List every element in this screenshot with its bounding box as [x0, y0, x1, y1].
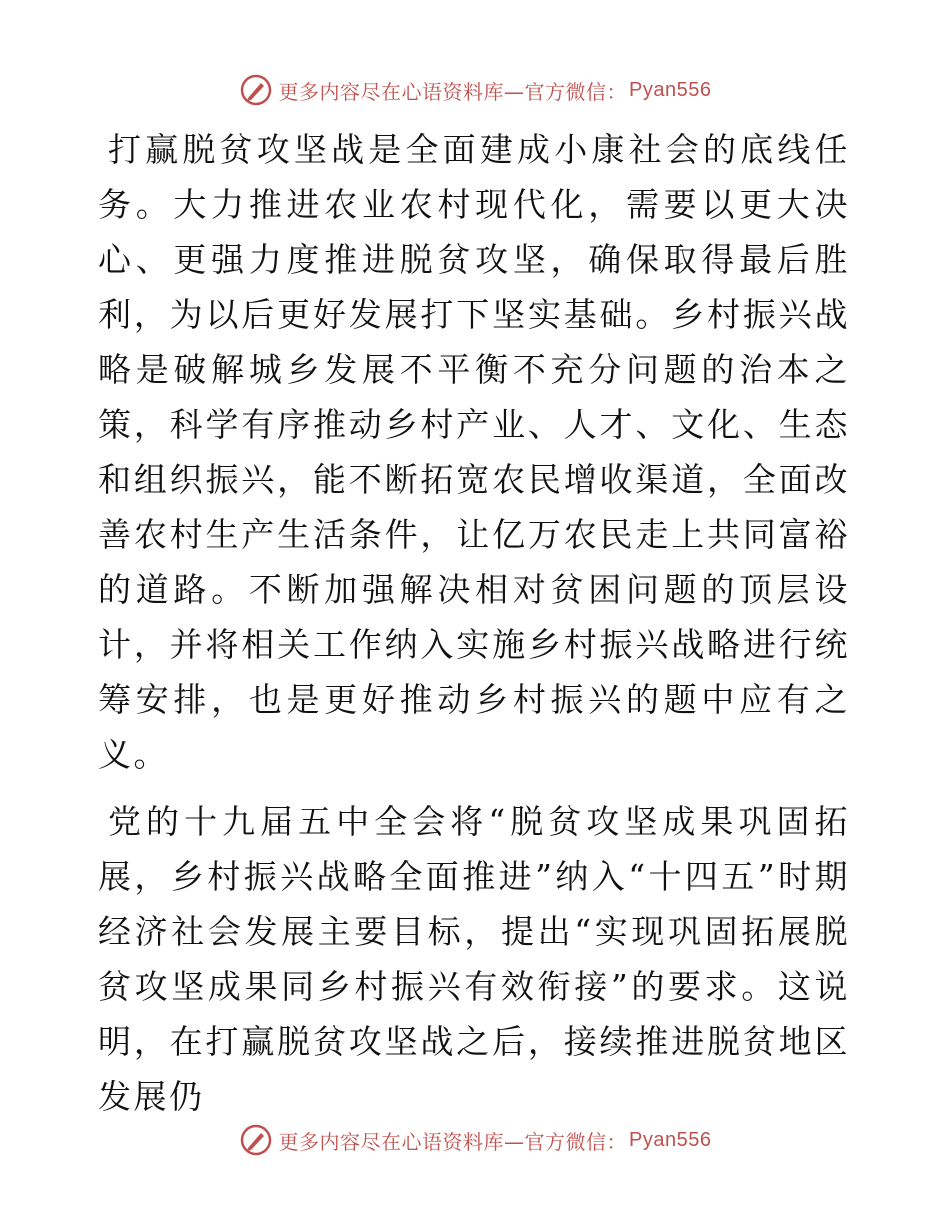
banner-wechat-id: Pyan556 [629, 1128, 712, 1151]
banner-text: 更多内容尽在心语资料库—官方微信： [278, 79, 628, 104]
banner-wechat-id: Pyan556 [629, 78, 712, 101]
header-watermark-banner [0, 70, 950, 110]
paragraph-2: 党的十九届五中全会将“脱贫攻坚成果巩固拓展，乡村振兴战略全面推进”纳入“十四五”时期经济社会发展主要目标，提出“实现巩固拓展脱贫攻坚成果同乡村振兴有效衔接”的要求。这说明，在打赢脱贫攻坚战之后，接续推进脱贫地区发展仍 [98, 802, 850, 1116]
footer-watermark-banner [0, 1120, 950, 1160]
paragraph-1: 打赢脱贫攻坚战是全面建成小康社会的底线任务。大力推进农业农村现代化，需要以更大决心、更强力度推进脱贫攻坚，确保取得最后胜利，为以后更好发展打下坚实基础。乡村振兴战略是破解城乡发展不平衡不充分问题的治本之策，科学有序推动乡村产业、人才、文化、生态和组织振兴，能不断拓宽农民增收渠道，全面改善农村生产生活条件，让亿万农民走上共同富裕的道路。不断加强解决相对贫困问题的顶层设计，并将相关工作纳入实施乡村振兴战略进行统筹安排，也是更好推动乡村振兴的题中应有之义。 [98, 130, 850, 774]
document-body [98, 122, 850, 1136]
banner-text: 更多内容尽在心语资料库—官方微信： [278, 1129, 628, 1154]
pen-circle-logo-icon [239, 73, 273, 107]
pen-circle-logo-icon [239, 1123, 273, 1157]
